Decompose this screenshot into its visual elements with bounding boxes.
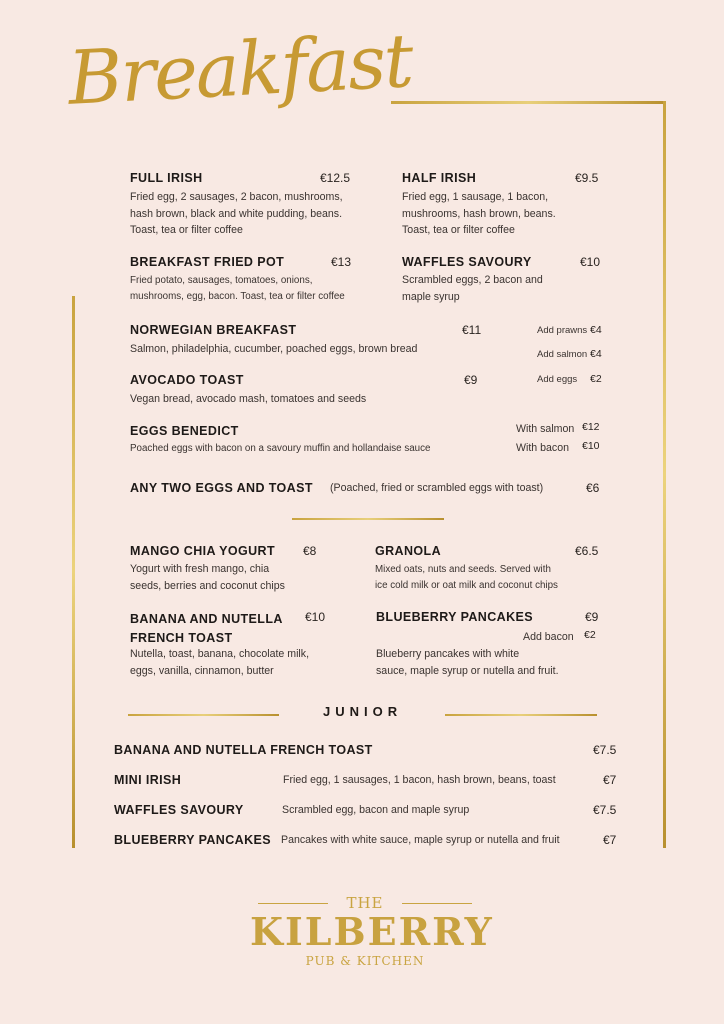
- junior-item-price: €7: [603, 833, 617, 847]
- section-divider: [292, 518, 444, 520]
- item-price: €9: [585, 610, 599, 624]
- frame-left-line: [72, 296, 75, 848]
- logo-name: KILBERRY: [250, 909, 494, 954]
- option-label: With salmon: [516, 423, 575, 435]
- junior-item-desc: Fried egg, 1 sausages, 1 bacon, hash brown, beans, toast: [283, 774, 556, 786]
- addon-price: €4: [590, 348, 602, 360]
- item-price: €12.5: [320, 171, 351, 185]
- option-label: With bacon: [516, 442, 569, 454]
- item-name: BREAKFAST FRIED POT: [130, 255, 285, 269]
- junior-heading: JUNIOR: [323, 704, 403, 719]
- junior-item-price: €7: [603, 773, 617, 787]
- item-desc: Nutella, toast, banana, chocolate milk, eggs, vanilla, cinnamon, butter: [130, 648, 310, 677]
- item-price: €11: [462, 323, 482, 337]
- item-desc: Fried potato, sausages, tomatoes, onions, mushrooms, egg, bacon. Toast, tea or filter coffee: [130, 275, 345, 302]
- item-desc: Poached eggs with bacon on a savoury muffin and hollandaise sauce: [130, 443, 431, 454]
- item-name: HALF IRISH: [402, 171, 477, 185]
- addon-label: Add prawns: [537, 325, 588, 336]
- addon-label: Add salmon: [537, 349, 588, 360]
- item-desc: Mixed oats, nuts and seeds. Served with ice cold milk or oat milk and coconut chips: [375, 564, 558, 591]
- brand-logo: [250, 894, 494, 968]
- item-price: €10: [580, 255, 601, 269]
- option-price: €12: [582, 421, 600, 433]
- junior-item-name: MINI IRISH: [114, 773, 182, 787]
- addon-price: €2: [590, 373, 602, 385]
- junior-item-name: WAFFLES SAVOURY: [114, 803, 244, 817]
- option-price: €10: [582, 440, 600, 452]
- option-price: €2: [584, 629, 596, 641]
- junior-item-name: BANANA AND NUTELLA FRENCH TOAST: [114, 743, 373, 757]
- item-desc: Blueberry pancakes with white sauce, maple syrup or nutella and fruit.: [376, 648, 559, 677]
- item-desc: Fried egg, 1 sausage, 1 bacon, mushrooms, hash brown, beans. Toast, tea or filter coffee: [402, 191, 556, 236]
- junior-line-right: [445, 714, 597, 716]
- junior-item-desc: Pancakes with white sauce, maple syrup or nutella and fruit: [281, 834, 560, 846]
- addon-price: €4: [590, 324, 602, 336]
- item-price: €9: [464, 373, 478, 387]
- item-desc: Vegan bread, avocado mash, tomatoes and seeds: [130, 393, 367, 405]
- logo-rule-right: [402, 903, 472, 904]
- item-name: EGGS BENEDICT: [130, 424, 239, 438]
- logo-subtitle: PUB & KITCHEN: [305, 954, 425, 968]
- item-name: BLUEBERRY PANCAKES: [376, 610, 533, 624]
- item-name: FULL IRISH: [130, 171, 203, 185]
- item-desc: Scrambled eggs, 2 bacon and maple syrup: [402, 274, 543, 303]
- item-desc: (Poached, fried or scrambled eggs with toast): [330, 482, 544, 494]
- junior-item-price: €7.5: [593, 743, 617, 757]
- logo-rule-left: [258, 903, 328, 904]
- junior-item-price: €7.5: [593, 803, 617, 817]
- item-desc: Fried egg, 2 sausages, 2 bacon, mushrooms, hash brown, black and white pudding, beans. Toast, tea or filter coffee: [130, 191, 343, 236]
- page-title: Breakfast: [66, 18, 414, 122]
- item-name: ANY TWO EGGS AND TOAST: [130, 481, 313, 495]
- item-name: BANANA AND NUTELLA FRENCH TOAST: [130, 612, 283, 645]
- item-desc: Yogurt with fresh mango, chia seeds, berries and coconut chips: [130, 563, 285, 592]
- item-desc: Salmon, philadelphia, cucumber, poached eggs, brown bread: [130, 343, 418, 355]
- item-price: €8: [303, 544, 317, 558]
- item-price: €6: [586, 481, 600, 495]
- item-name: MANGO CHIA YOGURT: [130, 544, 275, 558]
- junior-line-left: [128, 714, 279, 716]
- logo-the: THE: [346, 894, 384, 912]
- junior-item-name: BLUEBERRY PANCAKES: [114, 833, 271, 847]
- item-price: €13: [331, 255, 352, 269]
- option-label: Add bacon: [523, 631, 574, 643]
- frame-right-line: [663, 101, 666, 848]
- item-name: NORWEGIAN BREAKFAST: [130, 323, 297, 337]
- item-name: AVOCADO TOAST: [130, 373, 244, 387]
- junior-item-desc: Scrambled egg, bacon and maple syrup: [282, 804, 470, 816]
- item-price: €10: [305, 610, 326, 624]
- addon-label: Add eggs: [537, 374, 578, 385]
- item-price: €6.5: [575, 544, 599, 558]
- frame-top-line: [391, 101, 666, 104]
- item-name: GRANOLA: [375, 544, 441, 558]
- item-price: €9.5: [575, 171, 599, 185]
- item-name: WAFFLES SAVOURY: [402, 255, 532, 269]
